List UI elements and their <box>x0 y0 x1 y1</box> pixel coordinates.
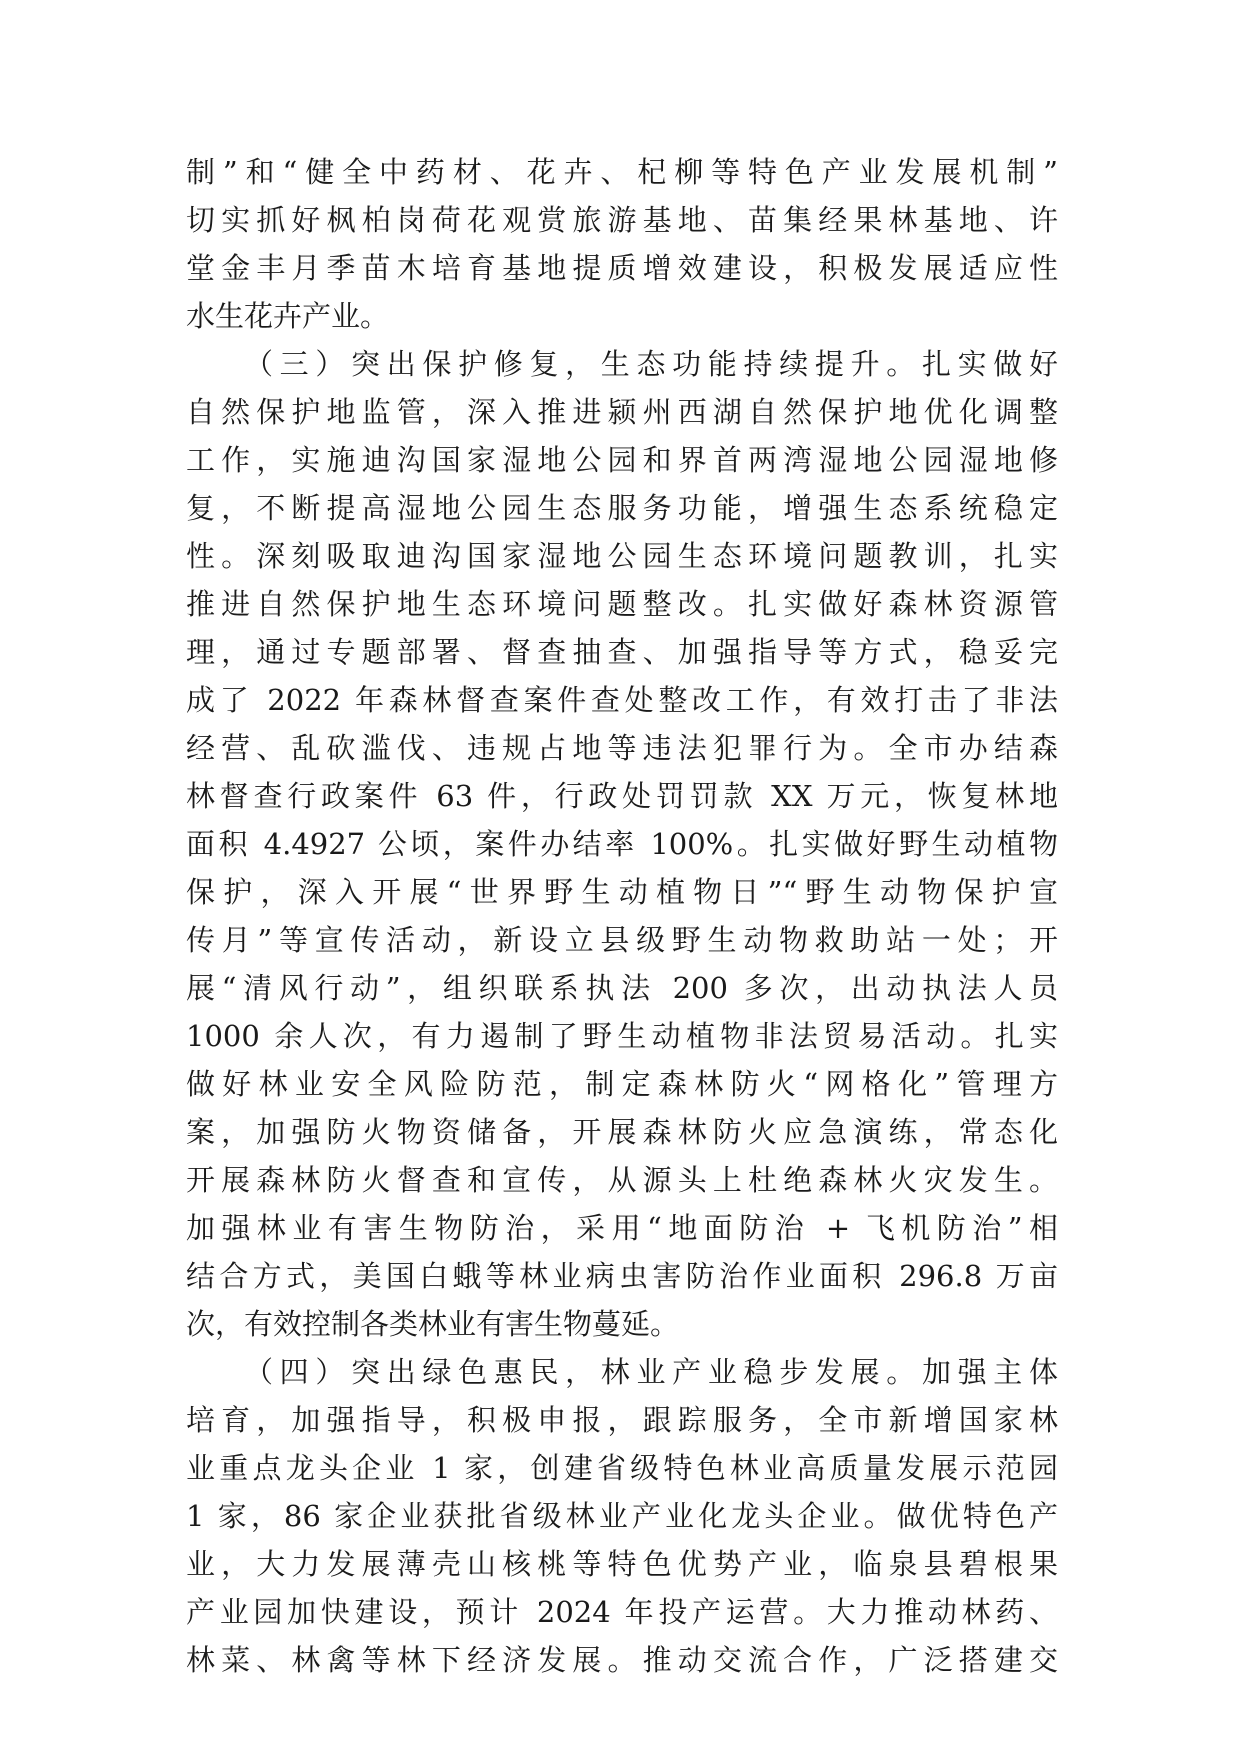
text-line: 案，加强防火物资储备，开展森林防火应急演练，常态化 <box>186 1115 1058 1149</box>
text-line: 经营、乱砍滥伐、违规占地等违法犯罪行为。全市办结森 <box>186 731 1058 765</box>
text-line: 切实抓好枫柏岗荷花观赏旅游基地、苗集经果林基地、许 <box>186 203 1058 237</box>
text-line: 保护，深入开展“世界野生动植物日”“野生动物保护宣 <box>186 875 1058 909</box>
text-line: 工作，实施迪沟国家湿地公园和界首两湾湿地公园湿地修 <box>186 443 1058 477</box>
text-line: 加强林业有害生物防治，采用“地面防治 + 飞机防治”相 <box>186 1211 1058 1245</box>
text-line: 1 家，86 家企业获批省级林业产业化龙头企业。做优特色产 <box>186 1499 1058 1533</box>
document-body <box>186 148 1058 1684</box>
text-line: 性。深刻吸取迪沟国家湿地公园生态环境问题教训，扎实 <box>186 539 1058 573</box>
text-line: 传月”等宣传活动，新设立县级野生动物救助站一处；开 <box>186 923 1058 957</box>
text-line: 复，不断提高湿地公园生态服务功能，增强生态系统稳定 <box>186 491 1058 525</box>
text-line: 次，有效控制各类林业有害生物蔓延。 <box>186 1307 680 1341</box>
text-line: （三）突出保护修复，生态功能持续提升。扎实做好 <box>244 347 1058 381</box>
text-line: 结合方式，美国白蛾等林业病虫害防治作业面积 296.8 万亩 <box>186 1259 1058 1293</box>
text-line: 业，大力发展薄壳山核桃等特色优势产业，临泉县碧根果 <box>186 1547 1058 1581</box>
text-line: 做好林业安全风险防范，制定森林防火“网格化”管理方 <box>186 1067 1058 1101</box>
text-line: 理，通过专题部署、督查抽查、加强指导等方式，稳妥完 <box>186 635 1058 669</box>
text-line: 堂金丰月季苗木培育基地提质增效建设，积极发展适应性 <box>186 251 1058 285</box>
text-line: 1000 余人次，有力遏制了野生动植物非法贸易活动。扎实 <box>186 1019 1058 1053</box>
text-line: 面积 4.4927 公顷，案件办结率 100%。扎实做好野生动植物 <box>186 827 1058 861</box>
text-line: 成了 2022 年森林督查案件查处整改工作，有效打击了非法 <box>186 683 1058 717</box>
text-line: （四）突出绿色惠民，林业产业稳步发展。加强主体 <box>244 1355 1058 1389</box>
text-line: 培育，加强指导，积极申报，跟踪服务，全市新增国家林 <box>186 1403 1058 1437</box>
text-line: 自然保护地监管，深入推进颍州西湖自然保护地优化调整 <box>186 395 1058 429</box>
text-line: 制”和“健全中药材、花卉、杞柳等特色产业发展机制” <box>186 155 1058 189</box>
text-line: 业重点龙头企业 1 家，创建省级特色林业高质量发展示范园 <box>186 1451 1058 1485</box>
text-line: 林菜、林禽等林下经济发展。推动交流合作，广泛搭建交 <box>186 1643 1058 1677</box>
text-line: 开展森林防火督查和宣传，从源头上杜绝森林火灾发生。 <box>186 1163 1058 1197</box>
text-line: 展“清风行动”，组织联系执法 200 多次，出动执法人员 <box>186 971 1058 1005</box>
text-line: 产业园加快建设，预计 2024 年投产运营。大力推动林药、 <box>186 1595 1058 1629</box>
text-line: 推进自然保护地生态环境问题整改。扎实做好森林资源管 <box>186 587 1058 621</box>
text-line: 林督查行政案件 63 件，行政处罚罚款 XX 万元，恢复林地 <box>186 779 1058 813</box>
text-line: 水生花卉产业。 <box>186 299 390 333</box>
